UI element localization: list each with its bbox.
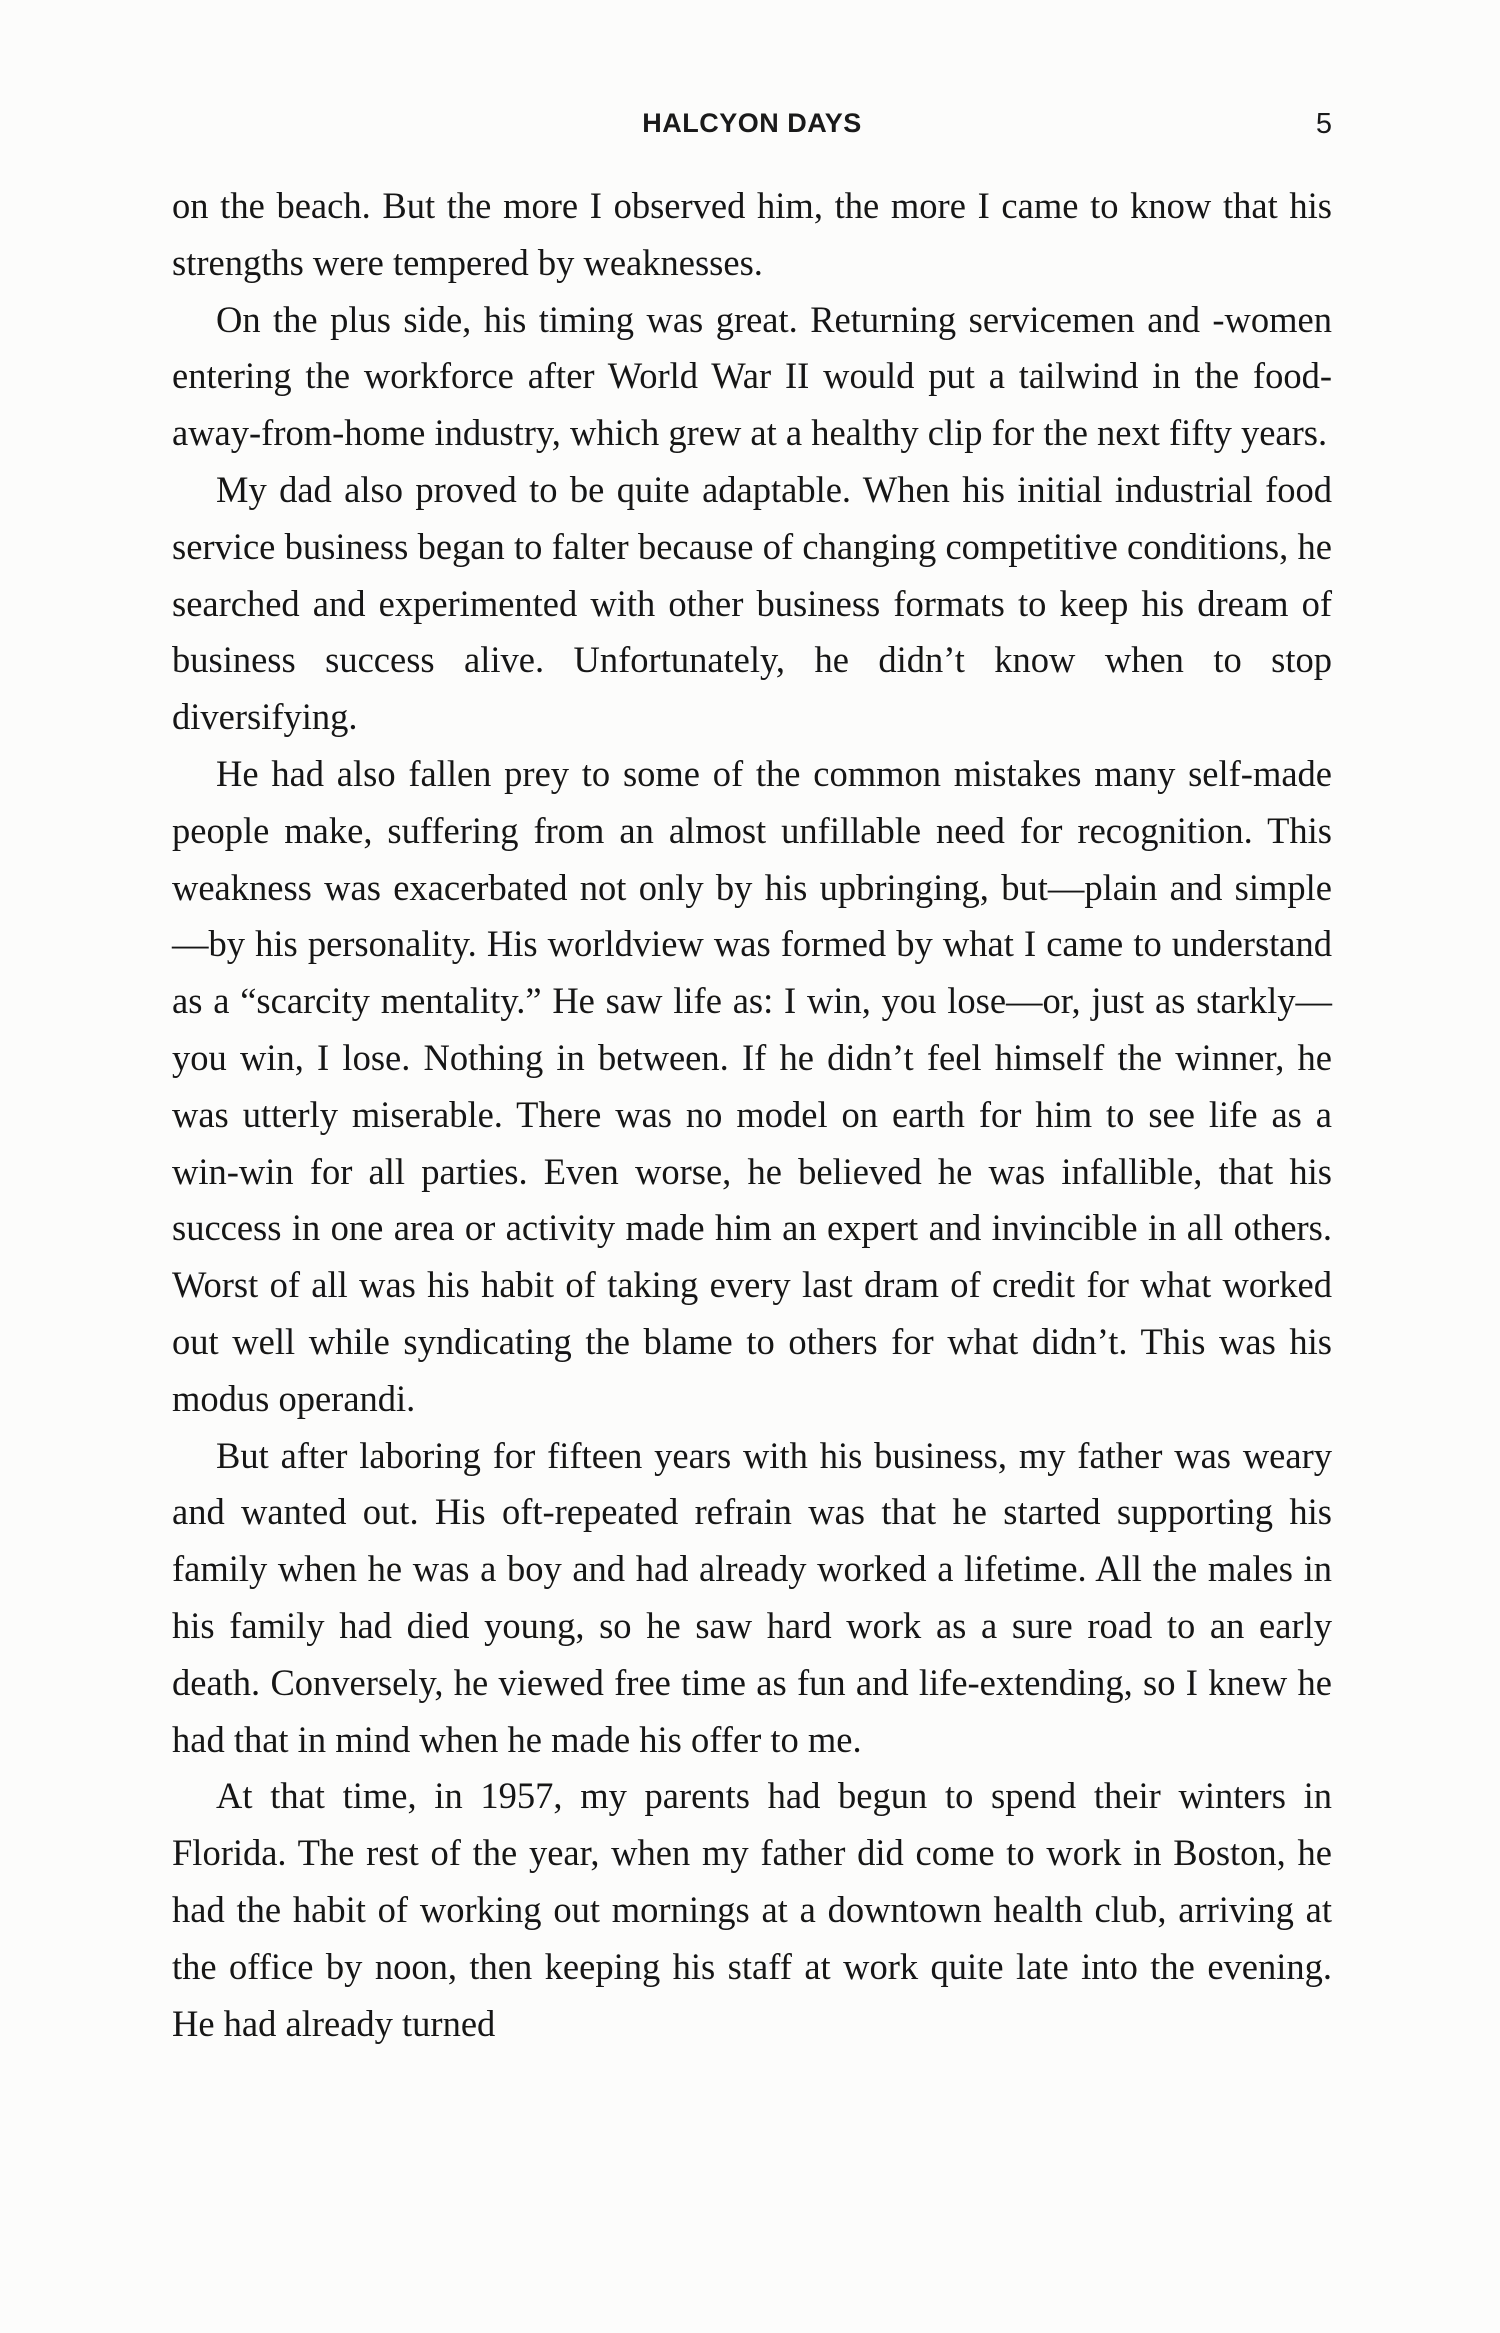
running-head xyxy=(172,108,1332,148)
paragraph: On the plus side, his timing was great. Returning servicemen and -women entering the workforce after World War II would put a tailwind in the food-away-from-home industry, which grew at a healthy clip for the next fifty years. xyxy=(172,298,1332,454)
paragraph: He had also fallen prey to some of the common mistakes many self-made people make, suffering from an almost unfillable need for recognition. This weakness was exacerbated not only by his upbringing, but—plain and simple—by his personality. His worldview was formed by what I came to understand as a “scarcity mentality.” He saw life as: I win, you lose—or, just as starkly—you win, I lose. Nothing in between. If he didn’t feel himself the winner, he was utterly miserable. There was no model on earth for him to see life as a win-win for all parties. Even worse, he believed he was infallible, that his success in one area or activity made him an expert and invincible in all others. Worst of all was his habit of taking every last dram of credit for what worked out well while syndicating the blame to others for what didn’t. This was his modus operandi. xyxy=(172,752,1332,1419)
page-number: 5 xyxy=(1315,108,1332,140)
paragraph: My dad also proved to be quite adaptable. When his initial industrial food service business began to falter because of changing competitive conditions, he searched and experimented with other business formats to keep his dream of business success alive. Unfortunately, he didn’t know when to stop diversifying. xyxy=(172,468,1332,738)
paragraph-continued: on the beach. But the more I observed him, the more I came to know that his strengths were tempered by weaknesses. xyxy=(172,185,1332,283)
chapter-title: HALCYON DAYS xyxy=(642,108,862,138)
paragraph: At that time, in 1957, my parents had begun to spend their winters in Florida. The rest of the year, when my father did come to work in Boston, he had the habit of working out mornings at a downtown health club, arriving at the office by noon, then keeping his staff at work quite late into the evening. He had already turned xyxy=(172,1775,1332,2044)
body-text xyxy=(172,178,1332,2052)
paragraph: But after laboring for fifteen years with his business, my father was weary and wanted out. His oft-repeated refrain was that he started supporting his family when he was a boy and had already worked a lifetime. All the males in his family had died young, so he saw hard work as a sure road to an early death. Conversely, he viewed free time as fun and life-extending, so I knew he had that in mind when he made his offer to me. xyxy=(172,1434,1332,1760)
